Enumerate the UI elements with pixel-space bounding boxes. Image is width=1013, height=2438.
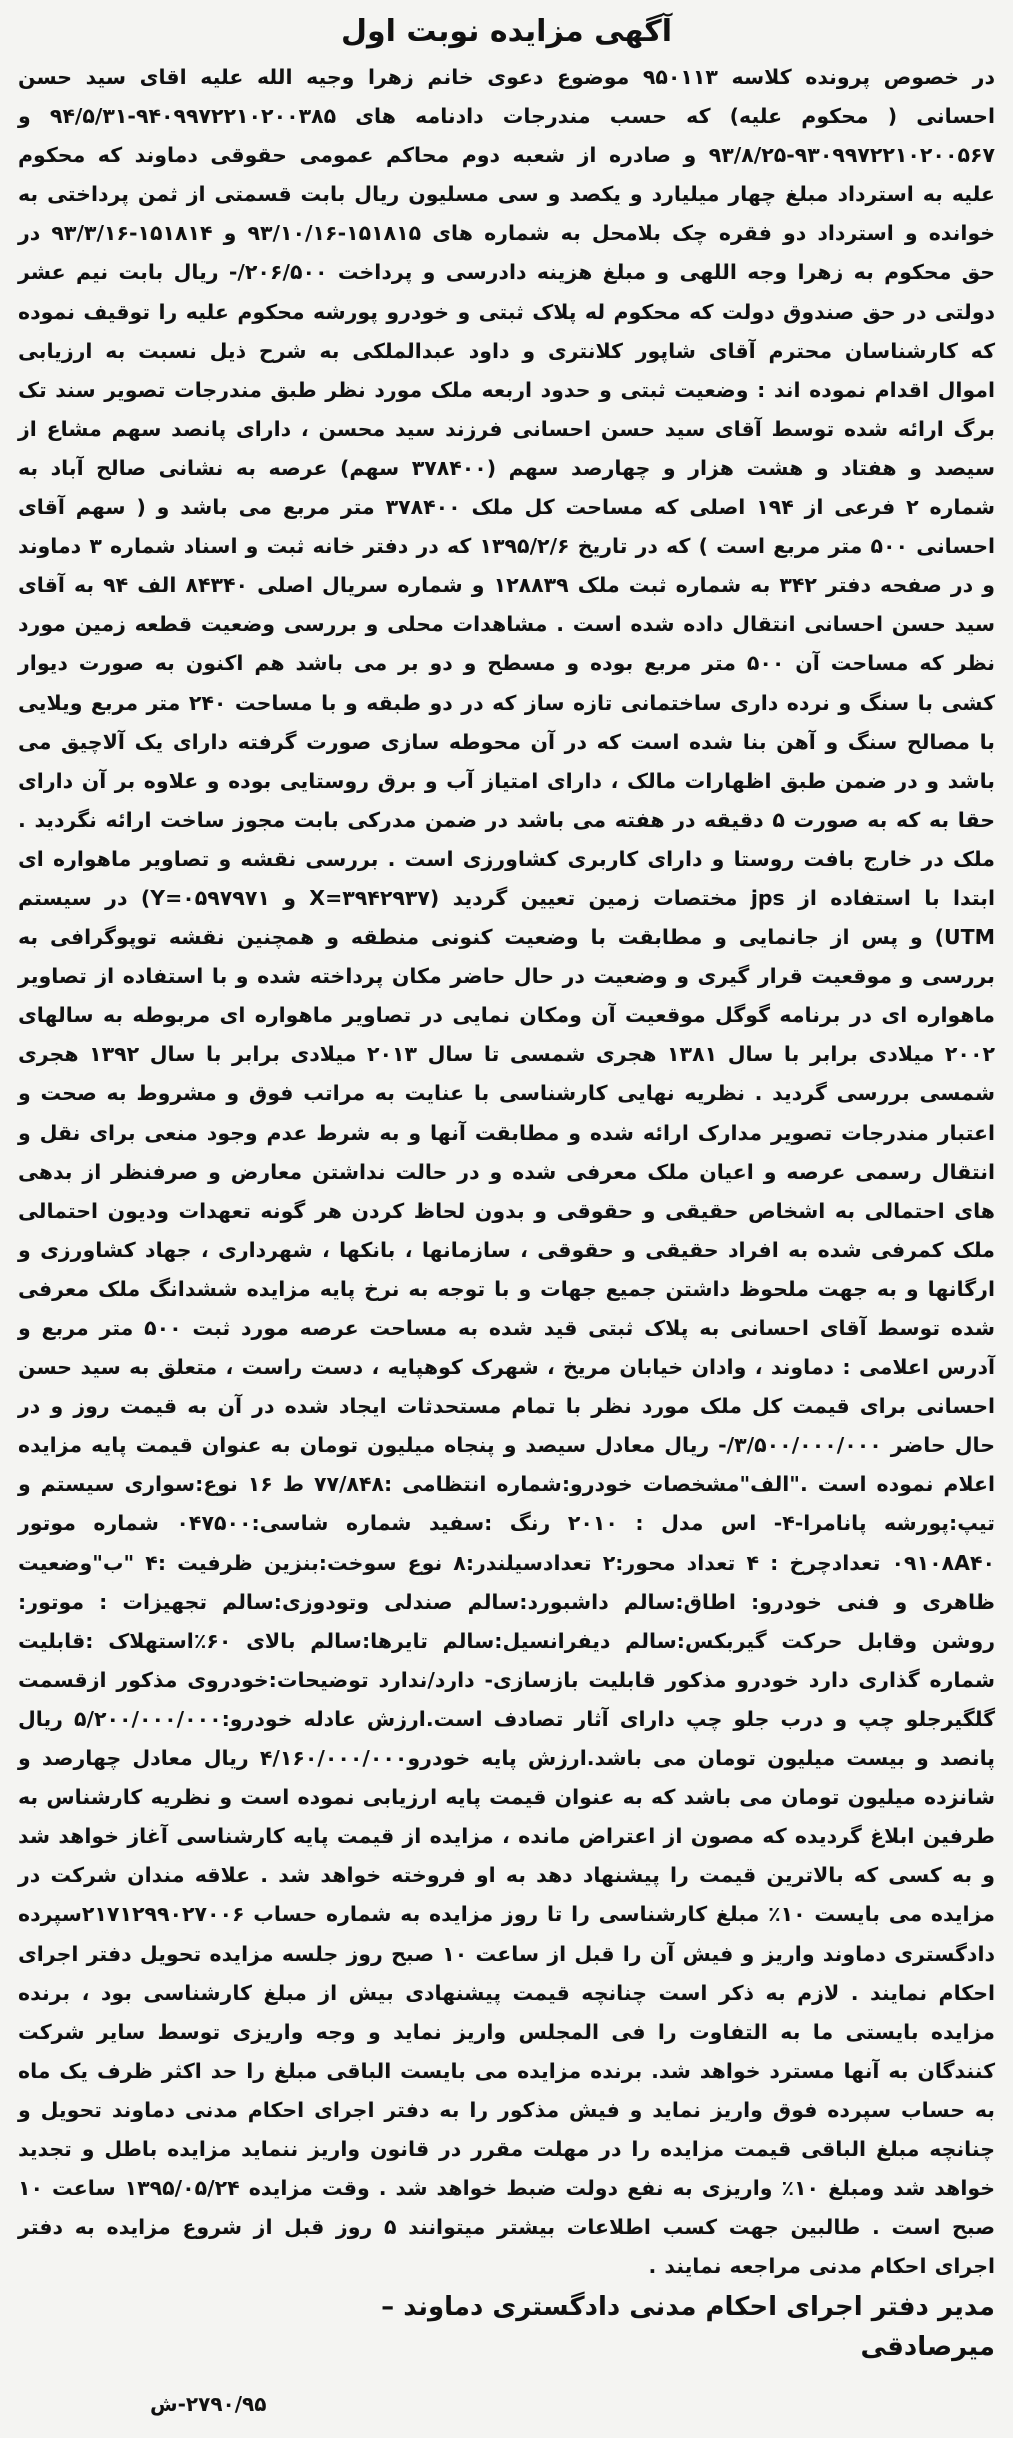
- notice-paragraph: در خصوص پرونده کلاسه ۹۵۰۱۱۳ موضوع دعوی خانم زهرا وجیه الله علیه اقای سید حسن احسانی ( محکوم علیه) که حسب مندرجات دادنامه های ۹۴۰۹۹۷۲۲۱۰۲۰۰۳۸۵-۹۴/۵/۳۱ و ۹۳۰۹۹۷۲۲۱۰۲۰۰۵۶۷-۹۳/۸/۲۵ و صادره از شعبه دوم محاکم عمومی حقوقی دماوند که محکوم علیه به استرداد مبلغ چهار میلیارد و یکصد و سی مسلیون ریال بابت قسمتی از ثمن پرداختی به خوانده و استرداد دو فقره چک بلامحل به شماره های ۱۵۱۸۱۵-۹۳/۱۰/۱۶ و ۱۵۱۸۱۴-۹۳/۳/۱۶ در حق محکوم به زهرا وجه اللهی و مبلغ هزینه دادرسی و پرداخت ۲۰۶/۵۰۰/- ریال بابت نیم عشر دولتی در حق صندوق دولت که محکوم له پلاک ثبتی و خودرو پورشه محکوم علیه را توقیف نموده که کارشناسان محترم آقای شاپور کلانتری و داود عبدالملکی به شرح ذیل نسبت به ارزیابی اموال اقدام نموده اند : وضعیت ثبتی و حدود اربعه ملک مورد نظر طبق مندرجات تصویر سند تک برگ ارائه شده توسط آقای سید حسن احسانی فرزند سید محسن ، دارای پانصد سهم مشاع از سیصد و هفتاد و هشت هزار و چهارصد سهم (۳۷۸۴۰۰ سهم) عرصه به نشانی صالح آباد به شماره ۲ فرعی از ۱۹۴ اصلی که مساحت کل ملک ۳۷۸۴۰۰ متر مربع می باشد و ( سهم آقای احسانی ۵۰۰ متر مربع است ) که در تاریخ ۱۳۹۵/۲/۶ که در دفتر خانه ثبت و اسناد شماره ۳ دماوند و در صفحه دفتر ۳۴۲ به شماره ثبت ملک ۱۲۸۸۳۹ و شماره سریال اصلی ۸۴۳۴۰ الف ۹۴ به آقای سید حسن احسانی انتقال داده شده است . مشاهدات محلی و بررسی وضعیت قطعه زمین مورد نظر که مساحت آن ۵۰۰ متر مربع بوده و مسطح و دو بر می باشد هم اکنون به صورت دیوار کشی با سنگ و نرده داری ساختمانی تازه ساز که در دو طبقه و با مساحت ۲۴۰ متر مربع ویلایی با مصالح سنگ و آهن بنا شده است که در آن محوطه سازی صورت گرفته دارای یک آلاچیق می باشد و در ضمن طبق اظهارات مالک ، دارای امتیاز آب و برق روستایی بوده و علاوه بر آن دارای حقا به که به صورت ۵ دقیقه در هفته می باشد در ضمن مدرکی بابت مجوز ساخت ارائه نگردید . ملک در خارج بافت روستا و دارای کاربری کشاورزی است . بررسی نقشه و تصاویر ماهواره ای ابتدا با استفاده از jps مختصات زمین تعیین گردید (X=۳۹۴۲۹۳۷ و Y=۰۵۹۷۹۷۱) در سیستم UTM) و پس از جانمایی و مطابقت با وضعیت کنونی منطقه و همچنین نقشه توپوگرافی به بررسی و موقعیت قرار گیری و وضعیت در حال حاضر مکان پرداخته شده و با استفاده از تصاویر ماهواره ای در برنامه گوگل موقعیت آن ومکان نمایی در تصاویر ماهواره ای مربوطه به سالهای ۲۰۰۲ میلادی برابر با سال ۱۳۸۱ هجری شمسی تا سال ۲۰۱۳ میلادی برابر با سال ۱۳۹۲ هجری شمسی بررسی گردید . نظریه نهایی کارشناسی با عنایت به مراتب فوق و مشروط به صحت و اعتبار مندرجات تصویر مدارک ارائه شده و مطابقت آنها و به شرط عدم وجود منعی برای نقل و انتقال رسمی عرصه و اعیان ملک معرفی شده و در حالت نداشتن معارض و صرفنظر از بدهی های احتمالی به اشخاص حقیقی و حقوقی و بدون لحاظ کردن هر گونه تعهدات ودیون احتمالی ملک کمرفی شده به افراد حقیقی و حقوقی ، سازمانها ، بانکها ، شهرداری ، جهاد کشاورزی و ارگانها و به جهت ملحوظ داشتن جمیع جهات و با توجه به نرخ پایه مزایده ششدانگ ملک معرفی شده توسط آقای احسانی به پلاک ثبتی قید شده به مساحت عرصه مورد ثبت ۵۰۰ متر مربع و آدرس اعلامی : دماوند ، وادان خیابان مریخ ، شهرک کوهپایه ، دست راست ، متعلق به سید حسن احسانی برای قیمت کل ملک مورد نظر با تمام مستحدثات ایجاد شده در آن به قیمت روز و در حال حاضر ۳/۵۰۰/۰۰۰/۰۰۰/- ریال معادل سیصد و پنجاه میلیون تومان به عنوان قیمت پایه مزایده اعلام نموده است ."الف"مشخصات خودرو:شماره انتظامی :۷۷/۸۴۸ ط ۱۶ نوع:سواری سیستم و تیپ:پورشه پانامرا-۴- اس مدل : ۲۰۱۰ رنگ :سفید شماره شاسی:۰۴۷۵۰۰ شماره موتور ۰۹۱۰۸A۴۰ تعدادچرخ : ۴ تعداد محور:۲ تعدادسیلندر:۸ نوع سوخت:بنزین ظرفیت :۴ "ب"وضعیت ظاهری و فنی خودرو: اطاق:سالم داشبورد:سالم صندلی وتودوزی:سالم تجهیزات : موتور: روشن وقابل حرکت گیربکس:سالم دیفرانسیل:سالم تایرها:سالم بالای ۶۰٪استهلاک :قابلیت شماره گذاری دارد خودرو مذکور قابلیت بازسازی- دارد/ندارد توضیحات:خودروی مذکور ازقسمت گلگیرجلو چپ و درب جلو چپ دارای آثار تصادف است.ارزش عادله خودرو:۵/۲۰۰/۰۰۰/۰۰۰ ریال پانصد و بیست میلیون تومان می باشد.ارزش پایه خودرو۴/۱۶۰/۰۰۰/۰۰۰ ریال معادل چهارصد و شانزده میلیون تومان می باشد که به عنوان قیمت پایه ارزیابی نموده است و نظریه کارشناس به طرفین ابلاغ گردیده که مصون از اعتراض مانده ، مزایده از قیمت پایه کارشناسی آغاز خواهد شد و به کسی که بالاترین قیمت را پیشنهاد دهد به او فروخته خواهد شد . علاقه مندان شرکت در مزایده می بایست ۱۰٪ مبلغ کارشناسی را تا روز مزایده به شماره حساب ۲۱۷۱۲۹۹۰۲۷۰۰۶سپرده دادگستری دماوند واریز و فیش آن را قبل از ساعت ۱۰ صبح روز جلسه مزایده تحویل دفتر اجرای احکام نمایند . لازم به ذکر است چنانچه قیمت پیشنهادی بیش از مبلغ کارشناسی بود ، برنده مزایده بایستی ما به التفاوت را فی المجلس واریز نماید و وجه واریزی توسط سایر شرکت کنندگان به آنها مسترد خواهد شد. برنده مزایده می بایست الباقی مبلغ را حد اکثر ظرف یک ماه به حساب سپرده فوق واریز نماید و فیش مذکور را به دفتر اجرای احکام مدنی دماوند تحویل و چنانچه مبلغ الباقی قیمت مزایده را در مهلت مقرر در قانون واریز ننماید مزایده باطل و تجدید خواهد شد ومبلغ ۱۰٪ واریزی به نفع دولت ضبط خواهد شد . وقت مزایده ۱۳۹۵/۰۵/۲۴ ساعت ۱۰ صبح است . طالبین جهت کسب اطلاعات بیشتر میتوانند ۵ روز قبل از شروع مزایده به دفتر اجرای احکام مدنی مراجعه نمایند .: [18, 65, 996, 2279]
- signature-title: مدیر دفتر اجرای احکام مدنی دادگستری دماوند –: [381, 2292, 995, 2323]
- notice-reference-number: ۲۷۹۰/۹۵-ش: [150, 2392, 267, 2416]
- notice-body: [18, 58, 995, 2286]
- signature-name: میرصادقی: [860, 2332, 995, 2363]
- notice-title: آگهی مزایده نوبت اول: [340, 14, 673, 49]
- signature-block-2: [18, 2326, 995, 2366]
- signature-block: [18, 2286, 995, 2326]
